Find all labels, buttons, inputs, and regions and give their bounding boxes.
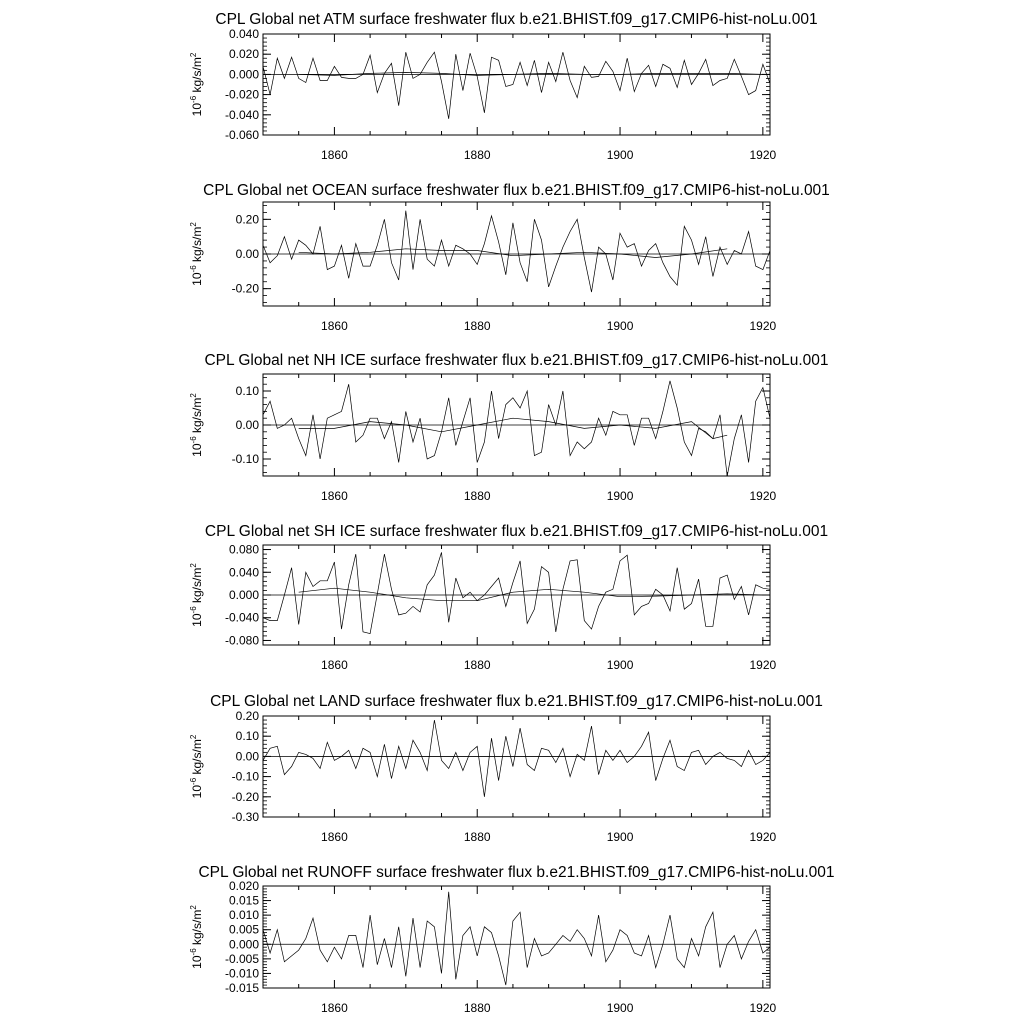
- x-tick-label: 1920: [749, 489, 777, 503]
- x-tick-label: 1860: [321, 830, 348, 844]
- y-tick-label: 0.20: [235, 709, 259, 723]
- series-line-annual: [263, 381, 770, 476]
- x-tick-label: 1900: [606, 830, 634, 844]
- series-line-annual: [263, 52, 770, 119]
- x-tick-label: 1920: [749, 319, 777, 333]
- series-line-smoothed: [299, 588, 763, 601]
- x-tick-label: 1860: [321, 319, 348, 333]
- y-tick-label: 0.00: [235, 247, 259, 261]
- x-tick-label: 1880: [463, 658, 491, 672]
- plot-frame: [263, 34, 770, 135]
- x-tick-label: 1880: [463, 489, 491, 503]
- y-tick-label: 0.00: [235, 418, 259, 432]
- y-tick-label: -0.040: [224, 610, 259, 625]
- x-tick-label: 1880: [463, 148, 491, 162]
- chart-panel-1: [189, 11, 818, 162]
- y-axis-label: $10^{-6}$ $kg/s/m^2$: [189, 563, 204, 627]
- y-tick-label: 0.20: [235, 212, 259, 227]
- x-tick-label: 1900: [606, 319, 634, 333]
- chart-panel-3: [189, 352, 829, 503]
- y-tick-label: 0.005: [228, 922, 259, 937]
- y-tick-label: -0.060: [224, 128, 259, 142]
- y-tick-label: -0.010: [224, 966, 259, 981]
- y-axis-label: $10^{-6}$ $kg/s/m^2$: [189, 393, 204, 457]
- y-tick-label: -0.10: [231, 452, 259, 466]
- x-tick-label: 1880: [463, 319, 491, 333]
- chart-title: CPL Global net OCEAN surface freshwater flux b.e21.BHIST.f09_g17.CMIP6-hist-noLu.001: [203, 182, 830, 199]
- chart-title: CPL Global net LAND surface freshwater flux b.e21.BHIST.f09_g17.CMIP6-hist-noLu.001: [210, 693, 823, 710]
- y-tick-label: -0.080: [224, 633, 259, 648]
- y-tick-label: 0.000: [228, 588, 259, 602]
- y-tick-label: -0.015: [224, 981, 259, 995]
- x-tick-label: 1900: [606, 148, 634, 162]
- chart-panel-6: [189, 864, 835, 1015]
- chart-panel-2: [189, 182, 830, 333]
- y-tick-label: -0.005: [224, 951, 259, 966]
- x-tick-label: 1860: [321, 148, 348, 162]
- y-axis-label: $10^{-6}$ $kg/s/m^2$: [189, 52, 204, 117]
- y-axis-label: $10^{-6}$ $kg/s/m^2$: [189, 222, 204, 286]
- x-tick-label: 1860: [321, 1001, 348, 1015]
- y-tick-label: 0.015: [228, 893, 259, 908]
- x-tick-label: 1860: [321, 658, 348, 672]
- chart-panel-4: [189, 523, 828, 672]
- series-line-annual: [263, 211, 770, 292]
- x-tick-label: 1920: [749, 830, 777, 844]
- y-tick-label: -0.20: [231, 789, 259, 804]
- chart-title: CPL Global net RUNOFF surface freshwater flux b.e21.BHIST.f09_g17.CMIP6-hist-noLu.001: [198, 864, 835, 881]
- series-line-smoothed: [299, 249, 728, 258]
- x-tick-label: 1880: [463, 830, 491, 844]
- y-tick-label: -0.20: [231, 281, 259, 296]
- x-tick-label: 1860: [321, 489, 348, 503]
- x-tick-label: 1920: [749, 148, 777, 162]
- y-tick-label: 0.10: [235, 384, 259, 398]
- y-tick-label: 0.10: [235, 729, 259, 744]
- y-tick-label: -0.30: [231, 810, 259, 824]
- y-tick-label: -0.040: [224, 107, 259, 122]
- series-line-annual: [263, 892, 770, 985]
- x-tick-label: 1900: [606, 1001, 634, 1015]
- series-line-annual: [263, 720, 770, 797]
- y-tick-label: 0.080: [228, 542, 259, 557]
- chart-title: CPL Global net SH ICE surface freshwater flux b.e21.BHIST.f09_g17.CMIP6-hist-noLu.001: [204, 523, 829, 540]
- y-tick-label: -0.020: [224, 87, 259, 102]
- y-tick-label: 0.000: [228, 937, 259, 952]
- plot-frame: [263, 886, 770, 988]
- series-line-annual: [263, 552, 770, 633]
- chart-title: CPL Global net NH ICE surface freshwater flux b.e21.BHIST.f09_g17.CMIP6-hist-noLu.001: [204, 352, 829, 369]
- y-tick-label: 0.040: [228, 565, 259, 580]
- x-tick-label: 1900: [606, 658, 634, 672]
- y-tick-label: 0.020: [228, 47, 259, 62]
- y-tick-label: 0.040: [228, 27, 259, 41]
- x-tick-label: 1920: [749, 1001, 777, 1015]
- x-tick-label: 1920: [749, 658, 777, 672]
- x-tick-label: 1900: [606, 489, 634, 503]
- y-tick-label: -0.10: [231, 769, 259, 784]
- y-axis-label: $10^{-6}$ $kg/s/m^2$: [189, 905, 204, 969]
- chart-title: CPL Global net ATM surface freshwater flux b.e21.BHIST.f09_g17.CMIP6-hist-noLu.001: [215, 11, 818, 28]
- y-tick-label: 0.000: [228, 67, 259, 82]
- y-tick-label: 0.010: [228, 908, 259, 923]
- y-tick-label: 0.00: [235, 749, 259, 764]
- chart-panel-5: [189, 693, 823, 844]
- y-axis-label: $10^{-6}$ $kg/s/m^2$: [189, 734, 204, 799]
- y-tick-label: 0.020: [228, 879, 259, 893]
- x-tick-label: 1880: [463, 1001, 491, 1015]
- plot-frame: [263, 716, 770, 817]
